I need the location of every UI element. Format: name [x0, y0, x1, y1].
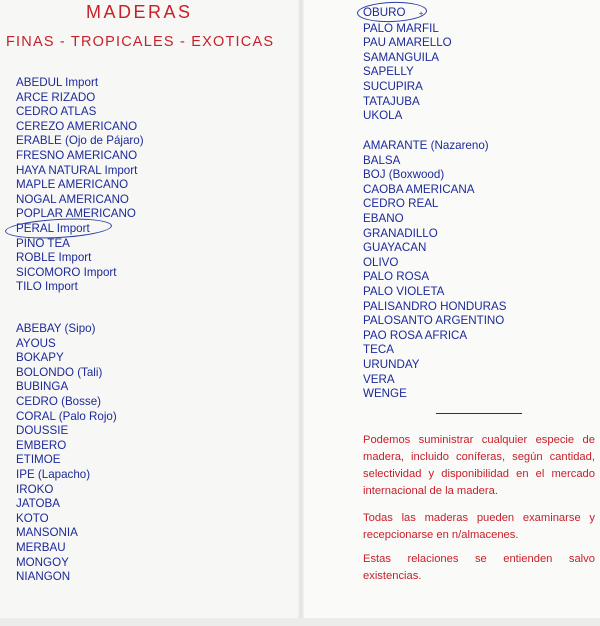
oburo-label: OBURO [363, 6, 406, 19]
page-fold [298, 0, 304, 626]
list-item: CORAL (Palo Rojo) [16, 409, 117, 423]
list-item: JATOBA [16, 497, 61, 511]
list-item: TILO Import [16, 280, 78, 294]
list-item: EBANO [363, 211, 404, 225]
list-item: MERBAU [16, 540, 66, 554]
list-item: SICOMORO Import [16, 265, 117, 279]
list-item: KOTO [16, 511, 49, 525]
right-top-wood-list [363, 6, 452, 124]
list-item: CEDRO (Bosse) [16, 394, 102, 408]
list-item: DOUSSIE [16, 424, 69, 438]
list-item: IROKO [16, 482, 54, 496]
list-item: TATAJUBA [363, 94, 420, 108]
list-item: PINO TEA [16, 236, 70, 250]
list-item: WENGE [363, 387, 407, 401]
list-item: PAU AMARELLO [363, 36, 452, 50]
list-item: ERABLE (Ojo de Pájaro) [16, 134, 144, 148]
list-item: CEDRO ATLAS [16, 105, 97, 119]
list-item: CEDRO REAL [363, 197, 439, 211]
list-item: HAYA NATURAL Import [16, 163, 138, 177]
list-item: CAOBA AMERICANA [363, 182, 475, 196]
list-item: GRANADILLO [363, 226, 438, 240]
list-item: UKOLA [363, 109, 403, 123]
list-item: ABEBAY (Sipo) [16, 322, 96, 335]
list-item-circled [363, 6, 452, 22]
page-title: MADERAS [86, 2, 193, 22]
page-subtitle: FINAS - TROPICALES - EXOTICAS [6, 34, 275, 50]
list-item: CEREZO AMERICANO [16, 119, 138, 133]
list-item: NOGAL AMERICANO [16, 192, 129, 206]
list-item: OLIVO [363, 255, 399, 269]
list-item: AYOUS [16, 336, 56, 350]
list-item: MANSONIA [16, 526, 78, 540]
list-item: SUCUPIRA [363, 79, 423, 93]
list-item: POPLAR AMERICANO [16, 207, 136, 221]
peral-label: PERAL Import [16, 221, 90, 235]
list-item: ABEDUL Import [16, 76, 99, 89]
list-item: MONGOY [16, 555, 69, 569]
list-item: SAMANGUILA [363, 50, 440, 64]
list-item: PALOSANTO ARGENTINO [363, 314, 505, 328]
list-item: BOJ (Boxwood) [363, 168, 445, 182]
exoticas-wood-list [363, 139, 506, 402]
list-item: PALO MARFIL [363, 21, 439, 35]
list-item: AMARANTE (Nazareno) [363, 139, 489, 152]
list-item: VERA [363, 372, 395, 386]
tropicales-wood-list [16, 322, 117, 585]
list-item: MAPLE AMERICANO [16, 178, 129, 192]
list-item: SAPELLY [363, 65, 414, 79]
list-item: PALO ROSA [363, 270, 430, 284]
list-item: GUAYACAN [363, 241, 427, 255]
list-item: BALSA [363, 153, 401, 167]
oburo-marked [363, 6, 423, 22]
list-item: TECA [363, 343, 394, 357]
inspection-note: Todas las maderas pueden examinarse y recepcionarse en n/almacenes. [363, 512, 595, 541]
list-item: URUNDAY [363, 357, 420, 371]
divider-rule [436, 413, 522, 414]
finas-wood-list [16, 76, 144, 295]
list-item: IPE (Lapacho) [16, 467, 91, 481]
list-item: PALO VIOLETA [363, 284, 445, 298]
list-item: PALISANDRO HONDURAS [363, 299, 507, 313]
stock-note: Estas relaciones se entienden salvo existencias. [363, 553, 595, 582]
list-item-circled [16, 222, 144, 237]
list-item: BUBINGA [16, 380, 69, 394]
list-item: ARCE RIZADO [16, 90, 96, 104]
page-bottom-edge [0, 618, 600, 626]
list-item: BOKAPY [16, 351, 64, 365]
oburo-pen-mark: + [418, 9, 424, 18]
list-item: EMBERO [16, 438, 67, 452]
list-item: ROBLE Import [16, 251, 92, 265]
list-item: FRESNO AMERICANO [16, 148, 138, 162]
list-item: ETIMOE [16, 453, 61, 467]
list-item: PAO ROSA AFRICA [363, 328, 468, 342]
list-item: BOLONDO (Tali) [16, 365, 103, 379]
supply-note: Podemos suministrar cualquier especie de madera, incluido coníferas, según cantidad, selectividad y disponibilidad en el mercado internacional de la madera. [363, 434, 595, 497]
peral-marked [16, 222, 90, 237]
list-item: NIANGON [16, 570, 71, 584]
